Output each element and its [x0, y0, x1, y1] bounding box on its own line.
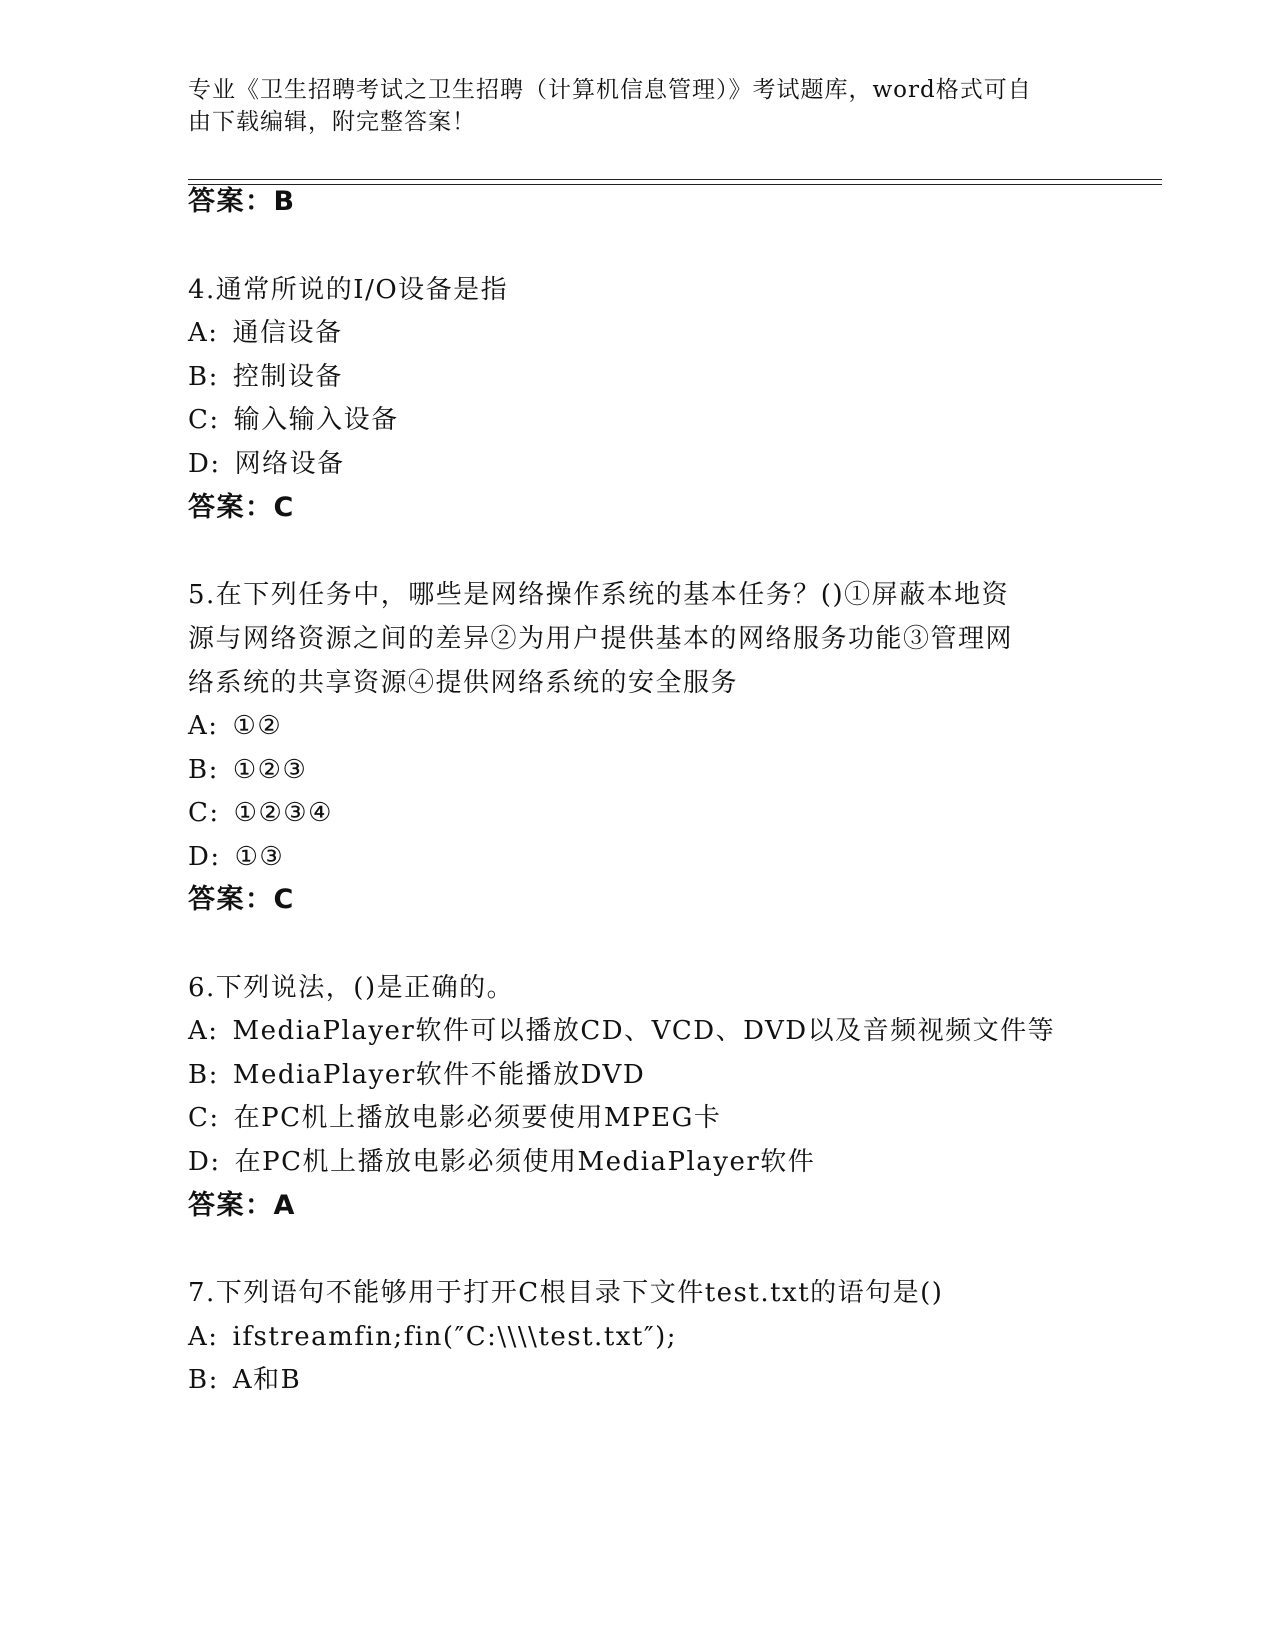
option-label: A: — [188, 1322, 219, 1352]
option-label: C: — [188, 798, 220, 828]
question-5-option-d — [188, 837, 284, 877]
option-label: D: — [188, 449, 221, 479]
option-text: ①②③④ — [233, 798, 333, 828]
option-text: 网络设备 — [234, 449, 345, 479]
question-7-option-a — [188, 1317, 677, 1357]
option-text: 在PC机上播放电影必须使用MediaPlayer软件 — [234, 1147, 816, 1177]
header-line-1: 专业《卫生招聘考试之卫生招聘（计算机信息管理）》考试题库，word格式可自 — [188, 77, 1032, 103]
option-text: ifstreamfin;fin(″C:\\\\test.txt″); — [232, 1322, 677, 1352]
question-5-option-a — [188, 706, 282, 746]
question-6-answer: 答案：A — [188, 1190, 296, 1221]
option-label: A: — [188, 318, 219, 348]
option-label: C: — [188, 1103, 220, 1133]
option-label: B: — [188, 362, 219, 392]
question-5-answer: 答案：C — [188, 884, 295, 915]
option-text: A和B — [232, 1365, 302, 1395]
question-5-stem-line-1: 5.在下列任务中，哪些是网络操作系统的基本任务？()①屏蔽本地资 — [188, 580, 1010, 610]
question-6-option-b — [188, 1055, 645, 1095]
question-7-option-b — [188, 1360, 301, 1400]
question-6-stem: 6.下列说法，()是正确的。 — [188, 973, 515, 1003]
question-7-stem: 7.下列语句不能够用于打开C根目录下文件test.txt的语句是() — [188, 1278, 944, 1308]
option-text: ①② — [232, 711, 283, 741]
option-label: A: — [188, 711, 219, 741]
option-label: B: — [188, 1060, 219, 1090]
option-label: B: — [188, 1365, 219, 1395]
question-4-option-b — [188, 357, 343, 397]
option-label: D: — [188, 1147, 221, 1177]
question-5-option-b — [188, 750, 307, 790]
option-text: ①②③ — [232, 755, 308, 785]
question-5-stem-line-3: 络系统的共享资源④提供网络系统的安全服务 — [188, 668, 739, 698]
option-text: 控制设备 — [232, 362, 343, 392]
option-label: C: — [188, 405, 220, 435]
header-divider — [188, 179, 1162, 185]
question-5-stem-line-2: 源与网络资源之间的差异②为用户提供基本的网络服务功能③管理网 — [188, 624, 1014, 654]
option-text: MediaPlayer软件不能播放DVD — [232, 1060, 646, 1090]
option-text: 通信设备 — [232, 318, 343, 348]
question-6-option-c — [188, 1098, 721, 1138]
option-label: B: — [188, 755, 219, 785]
question-4-option-a — [188, 313, 343, 353]
question-6-option-d — [188, 1142, 815, 1182]
answer-prev: 答案：B — [188, 186, 296, 217]
option-label: D: — [188, 842, 221, 872]
option-text: 在PC机上播放电影必须要使用MPEG卡 — [233, 1103, 722, 1133]
option-text: ①③ — [234, 842, 285, 872]
option-label: A: — [188, 1016, 219, 1046]
option-text: 输入输入设备 — [233, 405, 399, 435]
question-4-option-d — [188, 444, 345, 484]
question-6-option-a — [188, 1011, 1055, 1051]
question-4-answer: 答案：C — [188, 492, 295, 523]
question-4-stem: 4.通常所说的I/O设备是指 — [188, 275, 509, 305]
option-text: MediaPlayer软件可以播放CD、VCD、DVD以及音频视频文件等 — [232, 1016, 1056, 1046]
question-5-option-c — [188, 793, 333, 833]
header-line-2: 由下载编辑，附完整答案！ — [188, 109, 476, 135]
question-4-option-c — [188, 400, 399, 440]
document-header — [188, 74, 1088, 138]
